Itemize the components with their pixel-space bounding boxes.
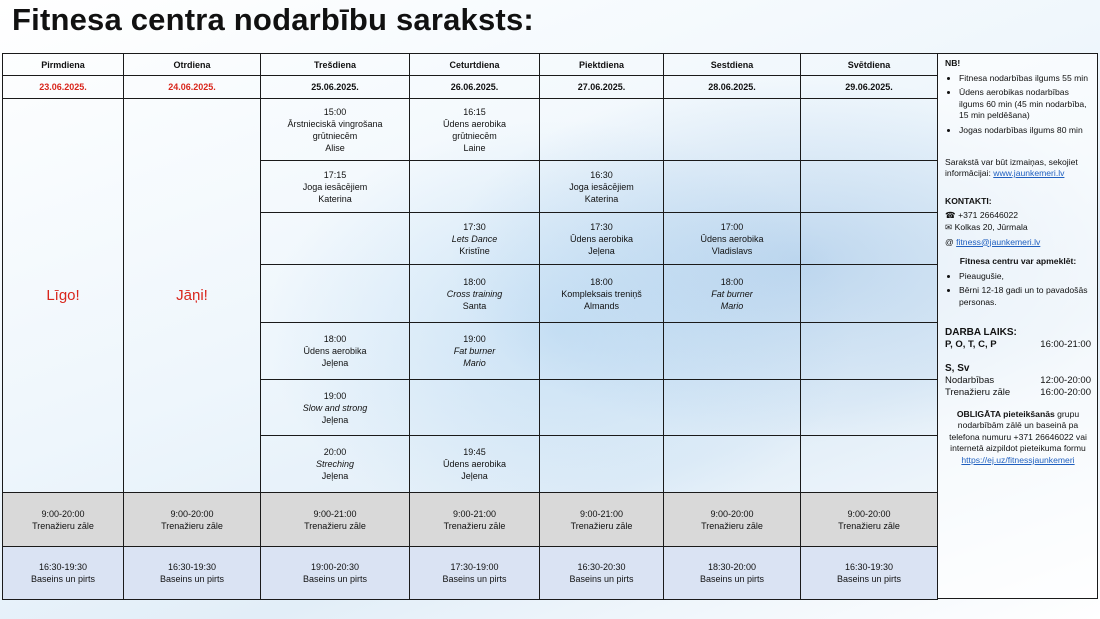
class-coach: Mario	[463, 358, 486, 368]
class-cell	[261, 380, 410, 436]
pool-hours-cell	[124, 547, 261, 600]
website-link[interactable]: www.jaunkemeri.lv	[993, 168, 1065, 179]
gym-hours-cell	[124, 493, 261, 547]
empty-cell	[410, 161, 540, 213]
class-name: Joga iesācējiem	[569, 181, 634, 192]
class-name: Ūdens aerobika	[569, 233, 634, 244]
hours-time: 9:00-21:00	[452, 508, 497, 519]
empty-cell	[801, 265, 938, 323]
class-time: 20:00	[323, 447, 347, 457]
day-header-row	[3, 54, 938, 76]
class-name: Ūdens aerobika	[303, 346, 367, 356]
class-cell	[540, 161, 664, 213]
class-name-line2: grūtniecēm	[312, 130, 358, 141]
class-cell	[261, 161, 410, 213]
hours-label: Trenažieru zāle	[570, 520, 633, 531]
hours-label: Trenažieru zāle	[161, 520, 223, 531]
gym-hours-cell	[540, 493, 664, 547]
envelope-icon: ✉	[945, 221, 953, 232]
hours-time: 9:00-21:00	[579, 508, 624, 519]
phone-icon: ☎	[945, 210, 956, 221]
pool-hours-cell	[664, 547, 801, 600]
pool-hours-row	[3, 547, 938, 600]
hours-time: 16:30-20:30	[577, 562, 626, 572]
hours-label: Trenažieru zāle	[304, 520, 366, 531]
weekday-label: P, O, T, C, P	[945, 338, 997, 350]
class-coach: Alise	[325, 142, 345, 153]
class-name: Ūdens aerobika	[442, 459, 507, 469]
hours-time: 9:00-20:00	[170, 508, 214, 519]
gym-hours-cell	[3, 493, 124, 547]
empty-cell	[261, 213, 410, 265]
hours-time: 9:00-20:00	[710, 508, 754, 519]
class-time: 15:00	[323, 106, 347, 117]
class-name: Cross training	[446, 288, 503, 299]
day-name-wed: Trešdiena	[261, 54, 410, 76]
class-name: Ūdens aerobika	[442, 118, 507, 129]
contact-address	[945, 222, 1091, 234]
class-time: 19:00	[323, 390, 347, 401]
weekend-gym	[945, 387, 1091, 399]
weekend-label: S, Sv	[945, 362, 970, 374]
changes-text: Sarakstā var būt izmaiņas, sekojiet informācijai:	[945, 156, 1078, 179]
class-name: Joga iesācējiem	[302, 181, 368, 192]
weekend-gym-time: 16:00-20:00	[1040, 386, 1091, 398]
class-cell	[664, 265, 801, 323]
info-panel	[937, 53, 1098, 599]
visitor-item: • Bērni 12-18 gadi un to pavadošās personas.	[959, 285, 1091, 308]
class-coach: Katerina	[584, 193, 619, 204]
signup-bold: OBLIGĀTA pieteikšanās	[956, 408, 1055, 419]
hours-time: 9:00-21:00	[313, 508, 357, 519]
class-time: 17:30	[463, 221, 486, 232]
date-thu: 26.06.2025.	[410, 76, 540, 99]
email-link[interactable]: fitness@jaunkemeri.lv	[956, 236, 1041, 247]
hours-label: Baseins un pirts	[30, 574, 96, 584]
visitors-title: Fitnesa centru var apmeklēt:	[959, 256, 1077, 267]
weekend-gym-label: Trenažieru zāle	[945, 386, 1011, 398]
class-time: 19:45	[463, 447, 486, 457]
pool-hours-cell	[410, 547, 540, 600]
class-time: 17:00	[720, 221, 744, 232]
hours-time: 18:30-20:00	[707, 562, 757, 572]
class-coach: Vladislavs	[711, 245, 753, 256]
empty-cell	[664, 436, 801, 493]
class-name: Slow and strong	[302, 402, 368, 413]
class-name: Fat burner	[453, 346, 496, 356]
class-name: Lets Dance	[451, 233, 498, 244]
empty-cell	[664, 99, 801, 161]
visitor-item: • Pieaugušie,	[959, 271, 1091, 283]
empty-cell	[664, 323, 801, 380]
class-coach: Jeļena	[321, 471, 349, 481]
class-time: 18:00	[720, 276, 744, 287]
class-name-line2: grūtniecēm	[452, 130, 497, 141]
date-row	[3, 76, 938, 99]
empty-cell	[540, 380, 664, 436]
day-name-thu: Ceturtdiena	[410, 54, 540, 76]
nb-item: • Ūdens aerobikas nodarbības ilgums 60 min (45 min nodarbība, 15 min peldēšana)	[959, 87, 1091, 122]
class-coach: Jeļena	[461, 471, 488, 481]
nb-item: • Jogas nodarbības ilgums 80 min	[959, 125, 1091, 137]
hours-title: DARBA LAIKS:	[945, 326, 1017, 338]
class-time: 17:15	[323, 169, 347, 180]
hours-time: 16:30-19:30	[38, 562, 88, 572]
date-wed: 25.06.2025.	[261, 76, 410, 99]
class-cell	[540, 265, 664, 323]
class-cell	[410, 323, 540, 380]
day-name-sat: Sestdiena	[664, 54, 801, 76]
class-cell	[410, 265, 540, 323]
phone-number: +371 26646022	[958, 210, 1019, 221]
hours-time: 17:30-19:00	[450, 562, 499, 572]
empty-cell	[801, 161, 938, 213]
day-name-sun: Svētdiena	[801, 54, 938, 76]
class-cell	[261, 99, 410, 161]
class-coach: Jeļena	[588, 245, 615, 256]
hours-label: Trenažieru zāle	[32, 520, 94, 531]
empty-cell	[540, 99, 664, 161]
class-coach: Kristīne	[459, 245, 490, 256]
holiday-jani: Jāņi!	[124, 99, 261, 493]
hours-label: Baseins un pirts	[836, 574, 902, 584]
weekend-classes-label: Nodarbības	[945, 374, 995, 386]
class-cell	[664, 213, 801, 265]
day-name-mon: Pirmdiena	[3, 54, 124, 76]
visitors-list	[945, 271, 1091, 309]
hours-label: Trenažieru zāle	[838, 520, 900, 531]
gym-hours-cell	[410, 493, 540, 547]
hours-label: Trenažieru zāle	[443, 520, 506, 531]
weekend-classes	[945, 375, 1091, 387]
contacts-title: KONTAKTI:	[945, 195, 992, 206]
empty-cell	[801, 436, 938, 493]
empty-cell	[664, 161, 801, 213]
weekend-classes-time: 12:00-20:00	[1040, 374, 1091, 386]
page-title: Fitnesa centra nodarbību saraksts:	[12, 2, 534, 37]
class-coach: Jeļena	[321, 358, 349, 368]
hours-label: Baseins un pirts	[302, 574, 368, 584]
gym-hours-cell	[664, 493, 801, 547]
hours-time: 9:00-20:00	[847, 508, 891, 519]
nb-list	[945, 73, 1091, 137]
class-row	[3, 99, 938, 161]
class-coach: Almands	[583, 300, 619, 311]
class-time: 16:30	[590, 169, 613, 180]
gym-hours-row	[3, 493, 938, 547]
schedule-table	[2, 53, 938, 600]
empty-cell	[801, 380, 938, 436]
empty-cell	[801, 99, 938, 161]
pool-hours-cell	[261, 547, 410, 600]
class-coach: Santa	[462, 300, 487, 311]
date-sun: 29.06.2025.	[801, 76, 938, 99]
address-text: Kolkas 20, Jūrmala	[954, 221, 1028, 232]
class-name: Ūdens aerobika	[700, 233, 764, 244]
hours-label: Baseins un pirts	[699, 574, 765, 584]
holiday-ligo: Līgo!	[3, 99, 124, 493]
hours-time: 9:00-20:00	[41, 508, 85, 519]
nb-title: NB!	[945, 58, 961, 68]
class-cell	[261, 323, 410, 380]
changes-note	[945, 157, 1091, 180]
signup-note	[945, 409, 1091, 467]
nb-item: • Fitnesa nodarbības ilgums 55 min	[959, 73, 1091, 85]
empty-cell	[410, 380, 540, 436]
signup-text: grupu nodarbībām zālē un baseinā pa telefona numuru +371 26646022 vai internetā aizpildot pieteikuma formu	[949, 408, 1087, 454]
date-fri: 27.06.2025.	[540, 76, 664, 99]
empty-cell	[801, 213, 938, 265]
hours-label: Baseins un pirts	[159, 574, 225, 584]
day-name-fri: Piektdiena	[540, 54, 664, 76]
hours-label: Baseins un pirts	[569, 574, 634, 584]
class-name: Fat burner	[711, 288, 753, 299]
date-mon: 23.06.2025.	[3, 76, 124, 99]
class-name: Kompleksais treniņš	[561, 288, 642, 299]
hours-label: Trenažieru zāle	[701, 520, 763, 531]
empty-cell	[540, 323, 664, 380]
gym-hours-cell	[801, 493, 938, 547]
pool-hours-cell	[540, 547, 664, 600]
contact-email	[945, 237, 1091, 249]
class-cell	[410, 99, 540, 161]
class-time: 18:00	[323, 334, 347, 344]
signup-link[interactable]: https://ej.uz/fitnessjaunkemeri	[961, 454, 1075, 465]
hours-label: Baseins un pirts	[442, 574, 507, 584]
weekday-hours	[945, 339, 1091, 351]
hours-time: 16:30-19:30	[844, 562, 894, 572]
class-name: Streching	[315, 459, 355, 469]
class-time: 18:00	[590, 276, 613, 287]
date-sat: 28.06.2025.	[664, 76, 801, 99]
class-cell	[540, 213, 664, 265]
pool-hours-cell	[801, 547, 938, 600]
class-cell	[410, 436, 540, 493]
class-time: 16:15	[463, 106, 486, 117]
day-name-tue: Otrdiena	[124, 54, 261, 76]
class-cell	[261, 436, 410, 493]
empty-cell	[540, 436, 664, 493]
date-tue: 24.06.2025.	[124, 76, 261, 99]
class-coach: Jeļena	[321, 414, 349, 425]
class-time: 17:30	[590, 221, 613, 232]
class-time: 18:00	[463, 276, 486, 287]
class-cell	[410, 213, 540, 265]
class-coach: Katerina	[318, 193, 352, 204]
empty-cell	[261, 265, 410, 323]
contact-phone	[945, 210, 1091, 222]
pool-hours-cell	[3, 547, 124, 600]
empty-cell	[801, 323, 938, 380]
gym-hours-cell	[261, 493, 410, 547]
hours-time: 19:00-20:30	[310, 562, 360, 572]
class-name: Ārstnieciskā vingrošana	[287, 118, 383, 129]
empty-cell	[664, 380, 801, 436]
hours-time: 16:30-19:30	[167, 562, 217, 572]
at-sign-icon: @	[945, 236, 954, 247]
class-coach: Mario	[720, 300, 744, 311]
class-time: 19:00	[463, 334, 486, 344]
weekday-time: 16:00-21:00	[1040, 338, 1091, 350]
class-coach: Laine	[463, 142, 486, 153]
